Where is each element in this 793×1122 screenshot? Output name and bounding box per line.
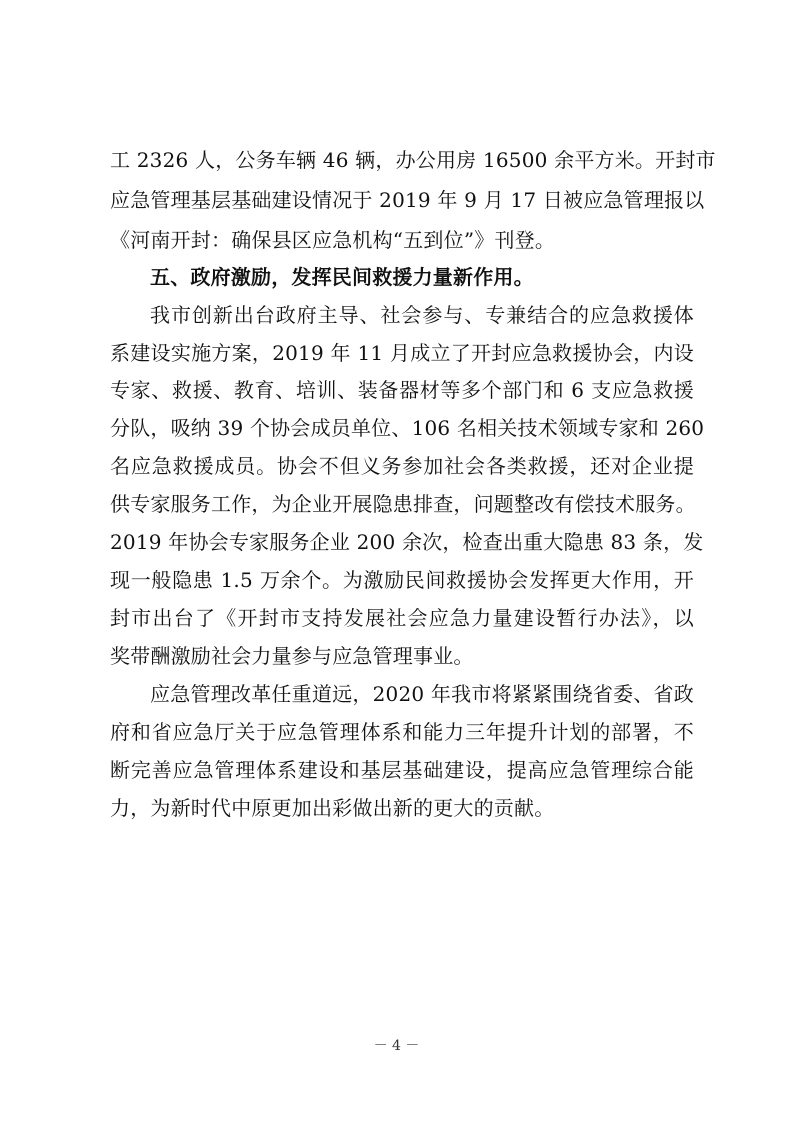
paragraph-line: 应急管理基层基础建设情况于 2019 年 9 月 17 日被应急管理报以	[110, 188, 705, 212]
paragraph-line: 应急管理改革任重道远，2020 年我市将紧紧围绕省委、省政	[150, 682, 694, 706]
paragraph-line: 封市出台了《开封市支持发展社会应急力量建设暂行办法》，以	[110, 606, 694, 630]
page-number: － 4 －	[373, 1038, 420, 1054]
paragraph-line: 供专家服务工作，为企业开展隐患排查，问题整改有偿技术服务。	[110, 492, 696, 516]
paragraph-line: 奖带酬激励社会力量参与应急管理事业。	[110, 644, 474, 668]
paragraph-line: 2019 年协会专家服务企业 200 余次，检查出重大隐患 83 条，发	[110, 530, 704, 554]
paragraph-line: 系建设实施方案，2019 年 11 月成立了开封应急救援协会，内设	[110, 341, 694, 365]
paragraph-line: 我市创新出台政府主导、社会参与、专兼结合的应急救援体	[150, 303, 694, 327]
paragraph-line: 专家、救援、教育、培训、装备器材等多个部门和 6 支应急救援	[110, 378, 694, 402]
paragraph-line: 断完善应急管理体系建设和基层基础建设，提高应急管理综合能	[110, 758, 694, 782]
paragraph-line: 工 2326 人，公务车辆 46 辆，办公用房 16500 余平方米。开封市	[110, 148, 716, 172]
paragraph-line: 《河南开封：确保县区应急机构“五到位”》刊登。	[110, 228, 556, 252]
paragraph-line: 名应急救援成员。协会不但义务参加社会各类救援，还对企业提	[110, 454, 694, 478]
paragraph-line: 现一般隐患 1.5 万余个。为激励民间救援协会发挥更大作用，开	[110, 568, 694, 592]
paragraph-line: 力，为新时代中原更加出彩做出新的更大的贡献。	[110, 796, 555, 820]
paragraph-line: 府和省应急厅关于应急管理体系和能力三年提升计划的部署，不	[110, 720, 694, 744]
section-heading: 五、政府激励，发挥民间救援力量新作用。	[150, 265, 534, 289]
paragraph-line: 分队，吸纳 39 个协会成员单位、106 名相关技术领域专家和 260	[110, 416, 705, 440]
